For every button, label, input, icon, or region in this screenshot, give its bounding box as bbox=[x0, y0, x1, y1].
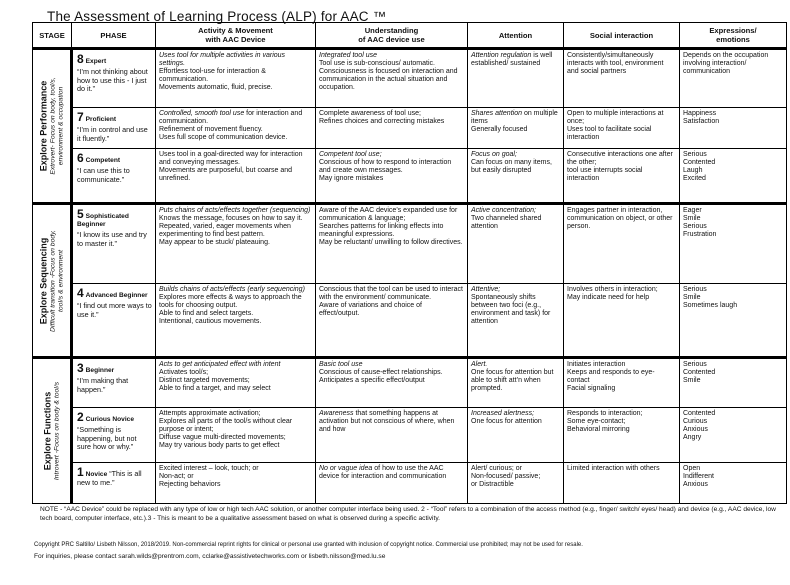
attention-cell: Alert/ curious; or Non-focused/ passive; or Distractible bbox=[468, 463, 564, 504]
expressions-cell: Serious Contented Laugh Excited bbox=[680, 149, 787, 204]
understanding-cell: Complete awareness of tool use; Refines choices and correcting mistakes bbox=[316, 108, 468, 149]
header-expressions: Expressions/ emotions bbox=[680, 23, 787, 49]
understanding-lead: Awareness bbox=[319, 410, 354, 417]
social-cell: Engages partner in interaction, communication on object, or other person. bbox=[564, 204, 680, 284]
stage-title: Explore Sequencing bbox=[38, 237, 48, 324]
footer-note: NOTE - “AAC Device” could be replaced with any type of low or high tech AAC solution, or another computer interface being used. 2 - “Tool” refers to a combination of the access method (e.g., finger/ switch/ eyes/ head) and device (e.g., AAC device, low tech board, computer interface, etc.).3 - This is meant to be a qualitative assessment based on what is observed during a specific activity. bbox=[40, 506, 776, 523]
understanding-lead: No or vague idea bbox=[319, 465, 373, 472]
activity-lead: Puts chains of acts/effects together (sequencing) bbox=[159, 207, 311, 214]
understanding-text: Tool use is sub-conscious/ automatic. Consciousness is focused on interaction and communication in the actual situation and occupation. bbox=[319, 60, 458, 92]
table-row bbox=[33, 149, 787, 204]
understanding-text: Conscious of how to respond to interaction and create own messages. May ignore mistakes bbox=[319, 159, 452, 183]
activity-cell: Attempts approximate activation; Explores all parts of the tool/s without clear purpose or intent; Diffuse vague multi-directed movements; May try various body parts to get effect bbox=[156, 408, 316, 463]
understanding-cell bbox=[316, 408, 468, 463]
understanding-cell: Aware of the AAC device’s expanded use for communication & language; Searches patterns for linking effects into meaningful expressions. May be reluctant/ unwilling to follow directives. bbox=[316, 204, 468, 284]
stage-title: Explore Functions bbox=[42, 391, 52, 471]
attention-text: One focus for attention bbox=[471, 418, 542, 426]
social-cell: Initiates interaction Keeps and responds to eye-contact Facial signaling bbox=[564, 358, 680, 408]
phase-level: Competent bbox=[85, 157, 121, 164]
phase-number: 2 bbox=[77, 410, 84, 424]
phase-level: Curious Novice bbox=[85, 416, 135, 423]
activity-cell bbox=[156, 49, 316, 108]
understanding-cell bbox=[316, 358, 468, 408]
attention-lead: Attention regulation bbox=[471, 52, 532, 59]
activity-cell: Uses tool in a goal-directed way for interaction and conveying messages. Movements are purposeful, but coarse and unrefined. bbox=[156, 149, 316, 204]
activity-cell bbox=[156, 108, 316, 149]
table-row bbox=[33, 463, 787, 504]
phase-number: 1 bbox=[77, 465, 84, 479]
phase-level: Beginner bbox=[85, 367, 115, 374]
phase-quote: “This is all new to me.” bbox=[77, 469, 142, 488]
phase-level: Expert bbox=[85, 58, 107, 65]
phase-cell bbox=[72, 108, 156, 149]
attention-lead: Active concentration; bbox=[471, 207, 536, 214]
table-row bbox=[33, 204, 787, 284]
understanding-cell bbox=[316, 49, 468, 108]
phase-cell bbox=[72, 204, 156, 284]
table-row bbox=[33, 408, 787, 463]
social-cell: Responds to interaction; Some eye-contact; Behavioral mirroring bbox=[564, 408, 680, 463]
phase-cell bbox=[72, 149, 156, 204]
page-title: The Assessment of Learning Process (ALP) for AAC ™ bbox=[47, 9, 387, 24]
activity-lead: Builds chains of acts/effects (early sequencing) bbox=[159, 286, 305, 293]
contact-inquiries: For inquiries, please contact sarah.wilds@prentrom.com, cclarke@assistivetechworks.com or lisbeth.nilsson@med.lu.se bbox=[34, 553, 386, 560]
phase-cell bbox=[72, 284, 156, 358]
attention-cell bbox=[468, 49, 564, 108]
phase-level: Proficient bbox=[85, 116, 117, 123]
activity-lead: Acts to get anticipated effect with intent bbox=[159, 361, 281, 368]
phase-number: 7 bbox=[77, 110, 84, 124]
activity-cell bbox=[156, 284, 316, 358]
understanding-text: of how to use the AAC device for interaction and communication bbox=[319, 465, 447, 481]
understanding-text: Conscious of cause-effect relationships. Anticipates a specific effect/output bbox=[319, 369, 443, 385]
phase-quote: “I can use this to communicate.” bbox=[77, 166, 130, 184]
activity-text: Knows the message, focuses on how to say it. Repeated, varied, eager movements when experimenting to find best pattern. May appear to be stuck/ plateauing. bbox=[159, 215, 303, 247]
attention-cell bbox=[468, 108, 564, 149]
phase-number: 3 bbox=[77, 361, 84, 375]
phase-number: 6 bbox=[77, 151, 84, 165]
phase-level: Novice bbox=[85, 471, 108, 478]
attention-text: Two channeled shared attention bbox=[471, 215, 542, 231]
header-social: Social interaction bbox=[564, 23, 680, 49]
stage-explore-functions bbox=[33, 358, 72, 504]
phase-quote: “I know its use and try to master it.” bbox=[77, 230, 147, 248]
social-cell: Involves others in interaction; May indicate need for help bbox=[564, 284, 680, 358]
social-cell: Open to multiple interactions at once; Uses tool to facilitate social interaction bbox=[564, 108, 680, 149]
phase-level: Advanced Beginner bbox=[85, 292, 148, 299]
alp-table bbox=[32, 22, 786, 503]
stage-subtitle: Introvert -Focus on body & tool/s bbox=[53, 381, 60, 481]
phase-level: Sophisticated Beginner bbox=[77, 213, 129, 229]
table-row bbox=[33, 284, 787, 358]
phase-quote: “I’m not thinking about how to use this - I just do it.” bbox=[77, 67, 148, 93]
phase-cell bbox=[72, 49, 156, 108]
expressions-cell: Serious Contented Smile bbox=[680, 358, 787, 408]
stage-explore-sequencing bbox=[33, 204, 72, 358]
stage-title: Explore Performance bbox=[38, 80, 48, 172]
attention-lead: Attentive; bbox=[471, 286, 501, 293]
header-understanding: Understanding of AAC device use bbox=[316, 23, 468, 49]
expressions-cell: Eager Smile Serious Frustration bbox=[680, 204, 787, 284]
header-activity: Activity & Movement with AAC Device bbox=[156, 23, 316, 49]
activity-text: Activates tool/s; Distinct targeted movements; Able to find a target, and may select bbox=[159, 369, 271, 393]
expressions-cell: Happiness Satisfaction bbox=[680, 108, 787, 149]
attention-lead: Shares attention bbox=[471, 110, 522, 117]
phase-number: 4 bbox=[77, 286, 84, 300]
activity-text: Explores more effects & ways to approach the tools for choosing output. Able to find and select targets. Intentional, cautious movements. bbox=[159, 294, 302, 326]
expressions-cell: Serious Smile Sometimes laugh bbox=[680, 284, 787, 358]
activity-text: for interaction and communication. Refinement of movement fluency. Uses full scope of communication device. bbox=[159, 110, 303, 142]
attention-text: Spontaneously shifts between two foci (e.g., environment and task) for attention bbox=[471, 294, 551, 326]
expressions-cell: Open Indifferent Anxious bbox=[680, 463, 787, 504]
phase-quote: “I find out more ways to use it.” bbox=[77, 301, 152, 319]
phase-cell bbox=[72, 358, 156, 408]
social-cell: Consecutive interactions one after the other; tool use interrupts social interaction bbox=[564, 149, 680, 204]
header-phase: PHASE bbox=[72, 23, 156, 49]
phase-number: 8 bbox=[77, 52, 84, 66]
activity-text: Effortless tool-use for interaction & communication. Movements automatic, fluid, precise. bbox=[159, 68, 273, 92]
understanding-lead: Competent tool use; bbox=[319, 151, 382, 158]
phase-quote: “I’m making that happen.” bbox=[77, 376, 129, 394]
stage-subtitle: Difficult transition -Focus on body, bbox=[49, 229, 56, 332]
stage-subtitle-2: tool/s & environment bbox=[57, 249, 64, 312]
activity-lead: Uses tool for multiple activities in various settings. bbox=[159, 52, 286, 68]
attention-cell bbox=[468, 408, 564, 463]
attention-lead: Focus on goal; bbox=[471, 151, 517, 158]
attention-text: is well established/ sustained bbox=[471, 52, 553, 68]
phase-cell bbox=[72, 408, 156, 463]
copyright-notice: Copyright PRC Saltillo/ Lisbeth Nilsson, 2018/2019. Non-commercial reprint rights for clinical or personal use granted with inclusion of copyright notice. Commercial use prohibited; may not be used for resale. bbox=[34, 542, 583, 548]
attention-cell bbox=[468, 149, 564, 204]
attention-cell bbox=[468, 358, 564, 408]
attention-lead: Alert. bbox=[471, 361, 488, 368]
attention-text: One focus for attention but able to shift att’n when prompted. bbox=[471, 369, 554, 393]
activity-cell: Excited interest – look, touch; or Non-act; or Rejecting behaviors bbox=[156, 463, 316, 504]
stage-subtitle-2: environment & occupation bbox=[57, 86, 64, 166]
attention-text: on multiple items Generally focused bbox=[471, 110, 558, 134]
attention-cell bbox=[468, 284, 564, 358]
activity-cell bbox=[156, 204, 316, 284]
table-row bbox=[33, 108, 787, 149]
phase-quote: “Something is happening, but not sure how or why.” bbox=[77, 425, 137, 451]
attention-text: Can focus on many items, but easily disrupted bbox=[471, 159, 552, 175]
attention-cell bbox=[468, 204, 564, 284]
understanding-lead: Basic tool use bbox=[319, 361, 363, 368]
header-stage: STAGE bbox=[33, 23, 72, 49]
understanding-cell: Conscious that the tool can be used to interact with the environment/ communicate. Aware of variations and choice of effect/output. bbox=[316, 284, 468, 358]
social-cell: Limited interaction with others bbox=[564, 463, 680, 504]
understanding-cell bbox=[316, 149, 468, 204]
expressions-cell: Depends on the occupation involving interaction/ communication bbox=[680, 49, 787, 108]
expressions-cell: Contented Curious Anxious Angry bbox=[680, 408, 787, 463]
header-attention: Attention bbox=[468, 23, 564, 49]
phase-number: 5 bbox=[77, 207, 84, 221]
activity-cell bbox=[156, 358, 316, 408]
phase-cell bbox=[72, 463, 156, 504]
understanding-text: that something happens at activation but not conscious of where, when and how bbox=[319, 410, 455, 434]
understanding-lead: Integrated tool use bbox=[319, 52, 377, 59]
activity-lead: Controlled, smooth tool use bbox=[159, 110, 245, 117]
attention-lead: Increased alertness; bbox=[471, 410, 535, 417]
header-row bbox=[33, 23, 787, 49]
social-cell: Consistently/simultaneously interacts with tool, environment and social partners bbox=[564, 49, 680, 108]
table-row bbox=[33, 358, 787, 408]
stage-explore-performance bbox=[33, 49, 72, 204]
understanding-cell bbox=[316, 463, 468, 504]
stage-subtitle: Extrovert- Focus on body, tool/s, bbox=[49, 77, 56, 175]
table-row bbox=[33, 49, 787, 108]
phase-quote: “I’m in control and use it fluently.” bbox=[77, 125, 148, 143]
